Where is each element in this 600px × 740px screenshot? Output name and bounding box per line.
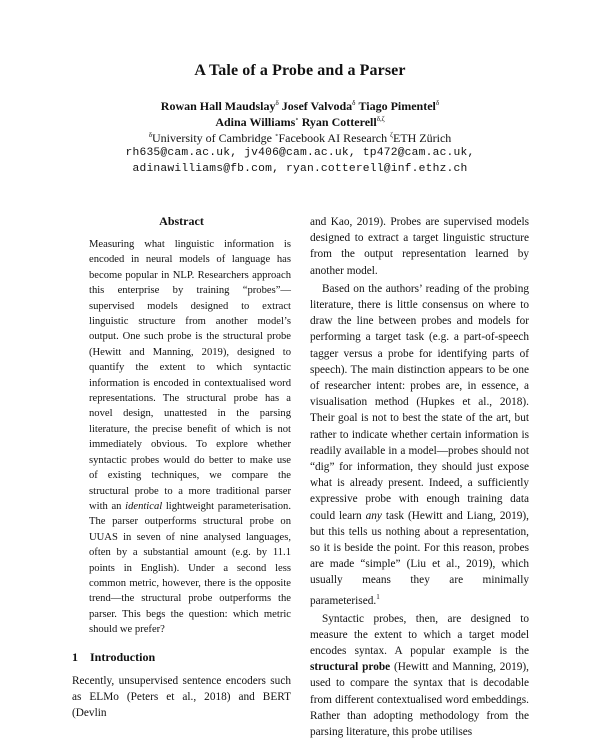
paragraph-emphasis: any: [365, 509, 382, 522]
intro-paragraph: Recently, unsupervised sentence encoders such as ELMo (Peters et al., 2018) and BERT (Devlin: [72, 674, 291, 719]
abstract-emphasis: identical: [125, 500, 163, 512]
paragraph-part: (Hewitt and Manning, 2019), used to compare the syntax that is decodable from different contextualised word embeddings. Rather than adopting methodology from the parsing literature, this probe utilises: [310, 661, 529, 739]
affiliations: [0, 131, 600, 146]
abstract-part: lightweight parameterisation. The parser outperforms structural probe on UUAS in seven of nine analysed languages, often by a substantial amount (e.g. by 11.1 points in English). Under a second less common metric, however, there is the opposite trend—the structural probe outperforms the parser. This begs the question: which metric should we prefer?: [89, 500, 291, 636]
paper-title: A Tale of a Probe and a Parser: [194, 62, 406, 79]
author-affil-mark: δ: [352, 99, 356, 107]
author-line-1: [0, 99, 600, 114]
abstract-heading: Abstract: [159, 214, 204, 228]
affil-mark: δ: [148, 131, 153, 139]
author-name: Adina Williams: [215, 115, 296, 129]
section-title: Introduction: [90, 649, 156, 664]
left-column: [72, 214, 291, 721]
footnote-marker[interactable]: 1: [376, 592, 380, 601]
paragraph-part: Based on the authors’ reading of the probing literature, there is little consensus on where to draw the line between probes and models for performing a target task (e.g. a part-of-speech tagger versus a probe for identifying parts of speech). The main distinction appears to be one of researcher intent: probes are, in essence, a visualisation method (Hupkes et al., 2018). Their goal is not to best the state of the art, but rather to indicate whether certain information is readily available in a model—probes should not “dig” for information, they should just expose what is already present. Indeed, a sufficiently expressive probe with enough training data could learn: [310, 282, 529, 522]
section-heading: [72, 650, 291, 665]
author-line-2: [0, 115, 600, 130]
author-affil-mark: ∘: [295, 115, 299, 123]
affiliation: Facebook AI Research: [278, 131, 388, 145]
author-affil-mark: δ,ζ: [376, 115, 385, 123]
paragraph-part: Syntactic probes, then, are designed to measure the extent to which a target model encodes syntax. A popular example is the: [310, 612, 529, 658]
abstract-text: [89, 237, 291, 638]
affil-mark: ∘: [275, 131, 279, 139]
email-line-1[interactable]: rh635@cam.ac.uk, jv406@cam.ac.uk, tp472@cam.ac.uk,: [125, 147, 475, 159]
body-paragraph: [310, 611, 529, 740]
right-column: [310, 214, 529, 740]
paragraph-term: structural probe: [310, 661, 391, 674]
author-name: Josef Valvoda: [281, 99, 353, 113]
author-name: Tiago Pimentel: [358, 99, 436, 113]
author-affil-mark: δ: [275, 99, 279, 107]
affil-mark: ζ: [390, 131, 393, 139]
affiliation: ETH Zürich: [392, 131, 452, 145]
body-paragraph: [310, 281, 529, 609]
paragraph-part: task (Hewitt and Liang, 2019), but this tells us nothing about a representation, so it is beside the point. For this reason, probes are made “simple” (Liu et al., 2019), which usually means they are minimally parameterised.: [310, 509, 530, 607]
section-number: 1: [72, 649, 78, 664]
author-name: Ryan Cotterell: [301, 115, 377, 129]
body-paragraph: and Kao, 2019). Probes are supervised models designed to extract a target linguistic structure from the output representation learned by another model.: [310, 216, 529, 277]
abstract-part: Measuring what linguistic information is encoded in neural models of language has become popular in NLP. Researchers approach this enterprise by training “probes”—supervised models designed to extract linguistic structure from another model’s output. One such probe is the structural probe (Hewitt and Manning, 2019), designed to quantify the extent to which syntactic information is encoded in contextualised word representations. The structural probe has a novel design, unattested in the parsing literature, the precise benefit of which is not immediately obvious. To explore whether syntactic probes would do better to make use of existing techniques, we compare the structural probe to a more traditional parser with an: [89, 239, 291, 512]
affiliation: University of Cambridge: [152, 131, 272, 145]
email-line-2[interactable]: adinawilliams@fb.com, ryan.cotterell@inf.ethz.ch: [132, 163, 468, 175]
author-name: Rowan Hall Maudslay: [160, 99, 276, 113]
author-affil-mark: δ: [435, 99, 440, 107]
